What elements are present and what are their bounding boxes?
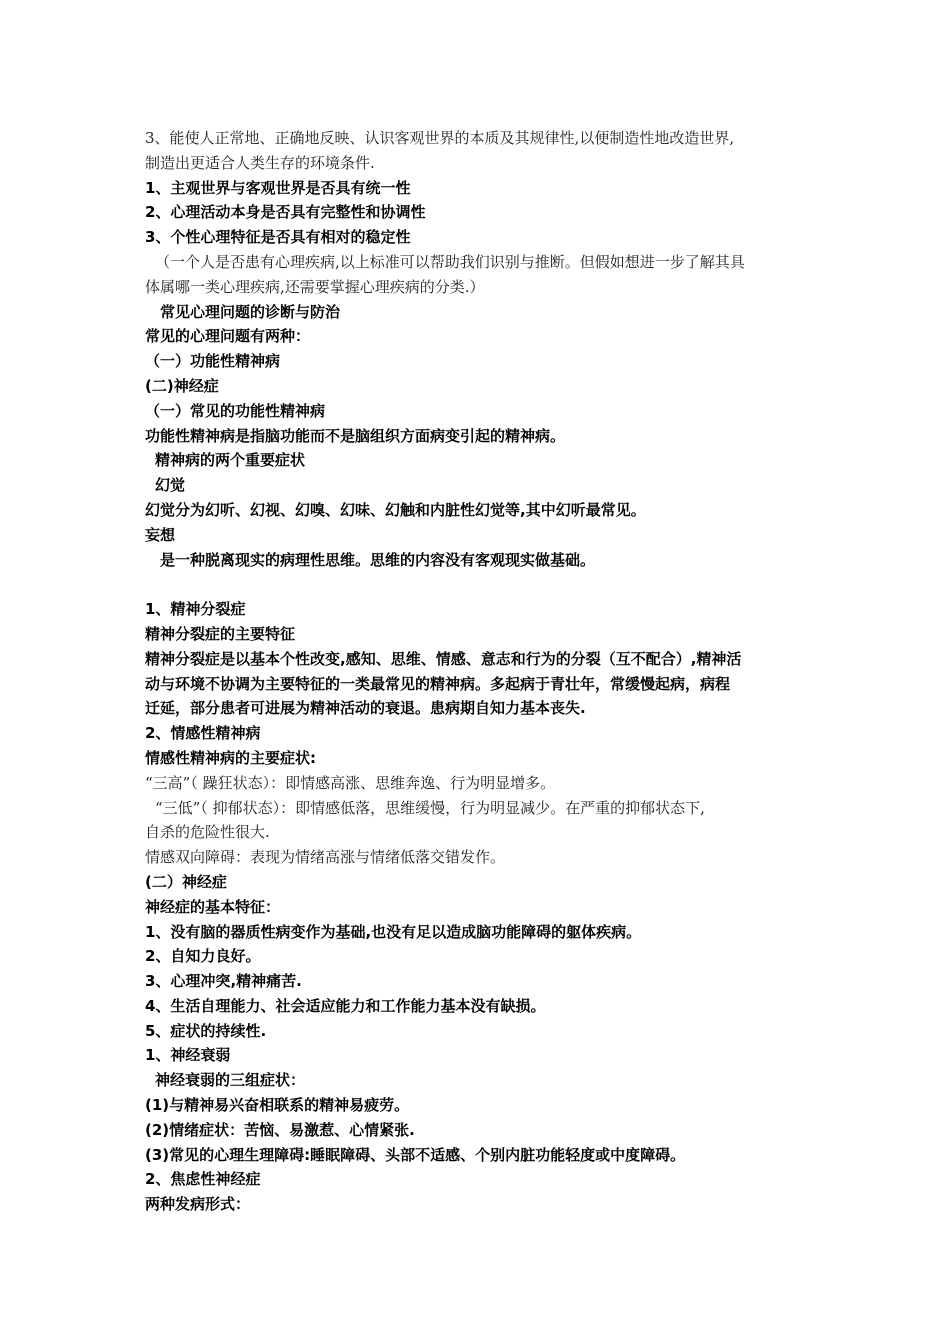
text-line: 制造出更适合人类生存的环境条件. — [145, 153, 375, 172]
text-line: （一）功能性精神病 — [145, 352, 281, 371]
section-heading: 常见心理问题的诊断与防治 — [160, 302, 341, 321]
document-body — [145, 126, 825, 1217]
text-line: 自杀的危险性很大. — [145, 823, 270, 842]
blank-line — [145, 572, 825, 597]
text-line: 3、个性心理特征是否具有相对的稳定性 — [145, 228, 411, 247]
text-line: 精神分裂症的主要特征 — [145, 624, 296, 643]
text-line: 2、情感性精神病 — [145, 724, 261, 743]
text-line: （一）常见的功能性精神病 — [145, 401, 326, 420]
text-line: 幻觉 — [155, 476, 186, 495]
text-line: “三高”（ 躁狂状态）：即情感高涨、思维奔逸、行为明显增多。 — [145, 773, 556, 792]
text-line: 1、精神分裂症 — [145, 600, 246, 619]
text-line: 幻觉分为幻听、幻视、幻嗅、幻味、幻触和内脏性幻觉等,其中幻听最常见。 — [145, 500, 646, 519]
text-line: 精神分裂症是以基本个性改变,感知、思维、情感、意志和行为的分裂（互不配合）,精神活 — [145, 649, 742, 668]
text-line: 神经衰弱的三组症状： — [155, 1071, 306, 1090]
text-line: 1、没有脑的器质性病变作为基础,也没有足以造成脑功能障碍的躯体疾病。 — [145, 922, 642, 941]
text-line: 4、生活自理能力、社会适应能力和工作能力基本没有缺损。 — [145, 996, 546, 1015]
text-line: 2、自知力良好。 — [145, 947, 261, 966]
text-line: 妄想 — [145, 525, 176, 544]
text-line: 3、能使人正常地、正确地反映、认识客观世界的本质及其规律性,以便制造性地改造世界, — [145, 129, 735, 147]
text-line: 两种发病形式： — [145, 1195, 251, 1214]
text-line: （一个人是否患有心理疾病,以上标准可以帮助我们识别与推断。但假如想进一步了解其具 — [155, 252, 745, 271]
text-line: 功能性精神病是指脑功能而不是脑组织方面病变引起的精神病。 — [145, 426, 566, 445]
text-line: (3)常见的心理生理障碍:睡眠障碍、头部不适感、个别内脏功能轻度或中度障碍。 — [145, 1145, 686, 1164]
text-line: (2)情绪症状：苦恼、易激惹、心情紧张. — [145, 1120, 415, 1139]
text-line: (二）神经症 — [145, 872, 227, 891]
text-line: 动与环境不协调为主要特征的一类最常见的精神病。多起病于青壮年，常缓慢起病，病程 — [145, 674, 731, 693]
text-line: “三低”（ 抑郁状态）：即情感低落，思维缓慢，行为明显减少。在严重的抑郁状态下, — [155, 798, 705, 817]
text-line: (二)神经症 — [145, 376, 219, 395]
text-line: 迁延，部分患者可进展为精神活动的衰退。患病期自知力基本丧失. — [145, 699, 586, 718]
text-line: 常见的心理问题有两种： — [145, 327, 311, 346]
text-line: 体属哪一类心理疾病,还需要掌握心理疾病的分类.） — [145, 277, 485, 296]
text-line: 5、症状的持续性. — [145, 1021, 267, 1040]
text-line: 情感双向障碍：表现为情绪高涨与情绪低落交错发作。 — [145, 848, 506, 867]
text-line: 情感性精神病的主要症状: — [145, 748, 316, 767]
text-line: 精神病的两个重要症状 — [155, 451, 306, 470]
text-line: 1、神经衰弱 — [145, 1046, 231, 1065]
text-line: 2、心理活动本身是否具有完整性和协调性 — [145, 203, 426, 222]
text-line: 1、主观世界与客观世界是否具有统一性 — [145, 178, 411, 197]
text-line: 2、焦虑性神经症 — [145, 1170, 261, 1189]
text-line: 是一种脱离现实的病理性思维。思维的内容没有客观现实做基础。 — [160, 550, 596, 569]
text-line: 神经症的基本特征： — [145, 897, 281, 916]
text-line: 3、心理冲突,精神痛苦. — [145, 972, 302, 991]
text-line: (1)与精神易兴奋相联系的精神易疲劳。 — [145, 1096, 410, 1115]
